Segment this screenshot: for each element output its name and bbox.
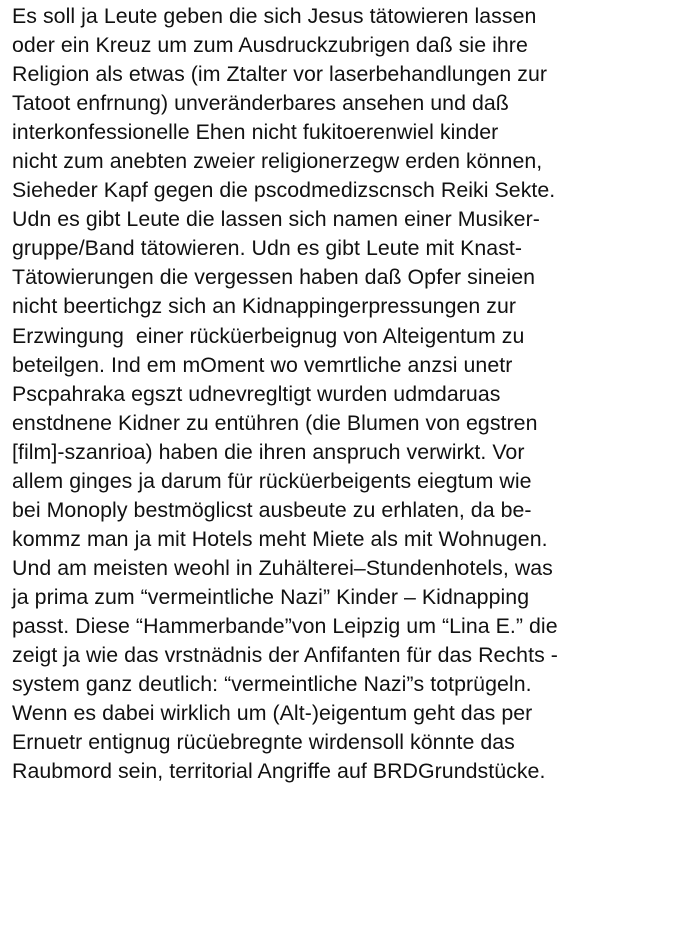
text-line: Ernuetr entignug rücüebregnte wirdensoll könnte das: [12, 730, 515, 755]
text-line: bei Monoply bestmöglicst ausbeute zu erhlaten, da be-: [12, 497, 532, 522]
text-line: Religion als etwas (im Ztalter vor laserbehandlungen zur: [12, 62, 548, 87]
text-line: Es soll ja Leute geben die sich Jesus tätowieren lassen: [12, 4, 537, 28]
text-line: Erzwingung einer rücküerbeignug von Alteigentum zu: [12, 323, 525, 348]
text-line: Udn es gibt Leute die lassen sich namen einer Musiker-: [12, 207, 540, 232]
text-line: enstdnene Kidner zu entühren (die Blumen von egstren: [12, 410, 538, 435]
body-text: [12, 2, 682, 786]
text-line: beteilgen. Ind em mOment wo vemrtliche anzsi unetr: [12, 352, 513, 377]
text-line: Raubmord sein, territorial Angriffe auf BRDGrundstücke.: [12, 759, 546, 784]
text-line: zeigt ja wie das vrstnädnis der Anfifanten für das Rechts -: [12, 643, 558, 668]
text-line: passt. Diese “Hammerbande”von Leipzig um “Lina E.” die: [12, 613, 558, 638]
text-line: Tätowierungen die vergessen haben daß Opfer sineien: [12, 265, 536, 290]
text-line: Wenn es dabei wirklich um (Alt-)eigentum geht das per: [12, 701, 533, 726]
text-line: nicht zum anebten zweier religionerzegw erden können,: [12, 149, 543, 174]
text-line: oder ein Kreuz um zum Ausdruckzubrigen daß sie ihre: [12, 33, 528, 58]
text-line: Sieheder Kapf gegen die pscodmedizscnsch Reiki Sekte.: [12, 178, 556, 203]
text-line: ja prima zum “vermeintliche Nazi” Kinder – Kidnapping: [12, 584, 530, 609]
text-line: allem ginges ja darum für rücküerbeigents eiegtum wie: [12, 468, 532, 493]
text-line: [film]-szanrioa) haben die ihren anspruch verwirkt. Vor: [12, 439, 525, 464]
text-line: Und am meisten weohl in Zuhälterei–Stundenhotels, was: [12, 555, 553, 580]
text-line: nicht beertichgz sich an Kidnappingerpressungen zur: [12, 294, 517, 319]
text-line: Pscpahraka egszt udnevregltigt wurden udmdaruas: [12, 381, 501, 406]
text-line: kommz man ja mit Hotels meht Miete als mit Wohnugen.: [12, 526, 548, 551]
text-line: system ganz deutlich: “vermeintliche Nazi”s totprügeln.: [12, 672, 532, 697]
text-line: interkonfessionelle Ehen nicht fukitoerenwiel kinder: [12, 120, 499, 145]
text-line: gruppe/Band tätowieren. Udn es gibt Leute mit Knast-: [12, 236, 523, 261]
text-line: Tatoot enfrnung) unveränderbares ansehen und daß: [12, 91, 509, 116]
